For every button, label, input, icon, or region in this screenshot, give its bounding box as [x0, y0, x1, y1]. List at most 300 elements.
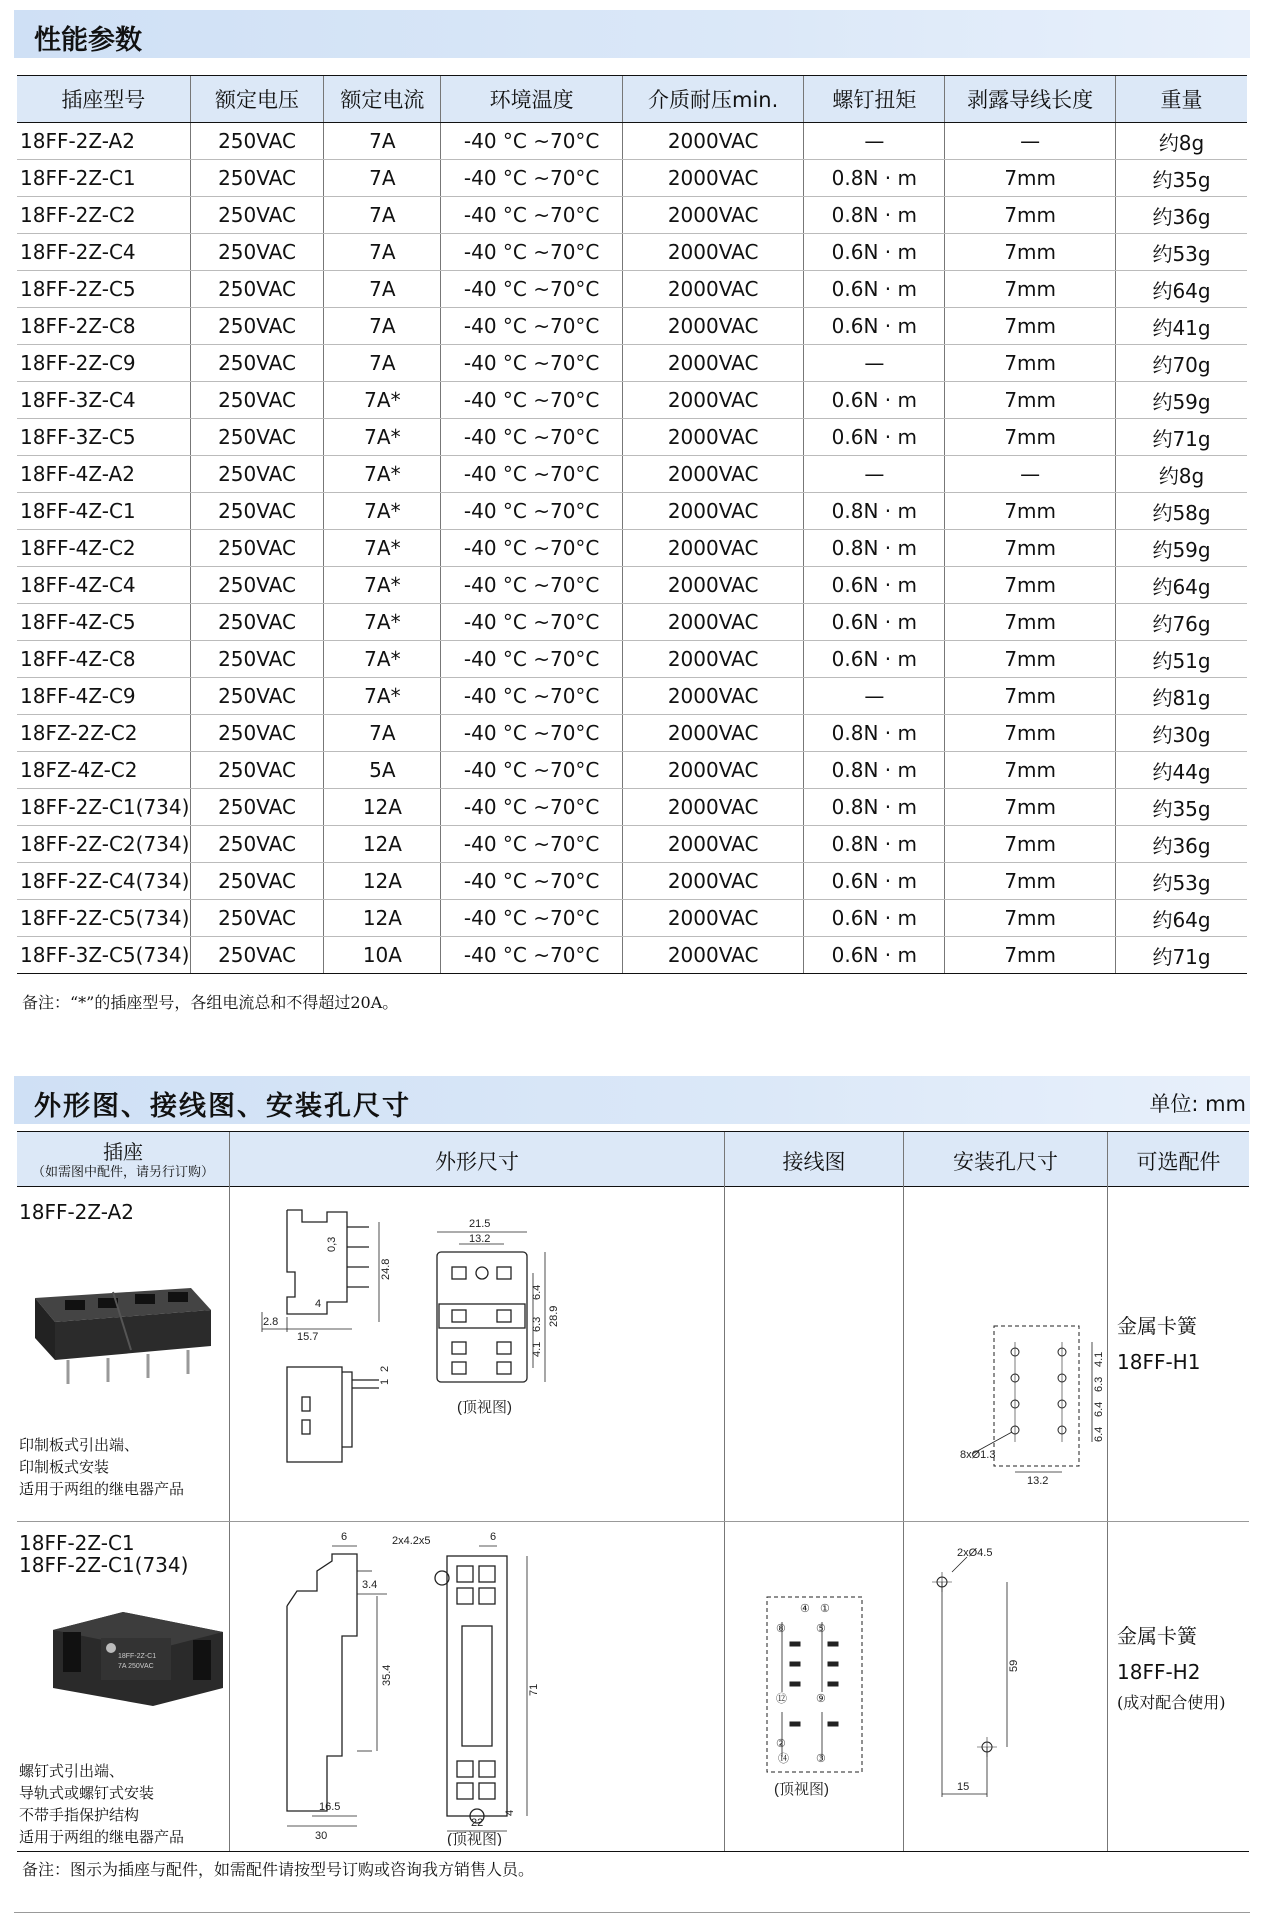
- table-cell: 7mm: [945, 715, 1116, 752]
- table-cell: 250VAC: [190, 641, 324, 678]
- socket-photo-a2: [23, 1280, 213, 1395]
- table-cell: 0.6N · m: [804, 567, 945, 604]
- table-cell: 7mm: [945, 826, 1116, 863]
- pin-label: ⑨: [816, 1693, 826, 1705]
- table-cell: 7A*: [324, 493, 441, 530]
- table-cell: 250VAC: [190, 123, 324, 160]
- table-cell: 7A*: [324, 604, 441, 641]
- table-cell: 约71g: [1116, 937, 1247, 974]
- outline-drawing-c1: [257, 1526, 697, 1846]
- header-wiring-label: 接线图: [782, 1150, 846, 1174]
- table-cell: 18FF-2Z-C4(734): [17, 863, 190, 900]
- section-title: 性能参数: [34, 25, 142, 56]
- table-cell: 250VAC: [190, 900, 324, 937]
- table-cell: -40 °C ~70°C: [441, 641, 623, 678]
- dim-label: 4.1: [531, 1341, 543, 1357]
- table-cell: 250VAC: [190, 234, 324, 271]
- table-cell: 约36g: [1116, 826, 1247, 863]
- table-cell: 2000VAC: [622, 419, 804, 456]
- dim-label: 16.5: [319, 1801, 341, 1813]
- table-cell: 约53g: [1116, 234, 1247, 271]
- table-cell: 约8g: [1116, 456, 1247, 493]
- table-cell: 7mm: [945, 641, 1116, 678]
- table-cell: -40 °C ~70°C: [441, 604, 623, 641]
- dim-label: 4.1: [1093, 1351, 1105, 1367]
- dim-label: 8xØ1.3: [960, 1449, 996, 1461]
- table-cell: 7mm: [945, 678, 1116, 715]
- table-row: [17, 530, 1247, 567]
- table-cell: 7mm: [945, 419, 1116, 456]
- table-cell: 约70g: [1116, 345, 1247, 382]
- header-accessory-label: 可选配件: [1136, 1150, 1221, 1174]
- socket-photo-c1: [23, 1600, 228, 1710]
- dim-label: 3.4: [362, 1579, 378, 1591]
- table-cell: 7A: [324, 234, 441, 271]
- table-cell: 18FF-2Z-C1(734): [17, 789, 190, 826]
- row1-accessory-model: 18FF-H1: [1117, 1350, 1201, 1374]
- header-mounting: [904, 1132, 1107, 1187]
- row2-desc-line: 不带手指保护结构: [19, 1806, 140, 1824]
- table-cell: 约53g: [1116, 863, 1247, 900]
- table-cell: -40 °C ~70°C: [441, 826, 623, 863]
- dim-label: 21.5: [469, 1218, 491, 1230]
- table-cell: 2000VAC: [622, 826, 804, 863]
- wiring-diagram-c1: [762, 1572, 872, 1802]
- dim-label: 22: [471, 1817, 484, 1829]
- table-cell: 约64g: [1116, 900, 1247, 937]
- dim-label: 4: [315, 1298, 322, 1310]
- row2-desc-line: 适用于两组的继电器产品: [19, 1828, 185, 1846]
- table-cell: -40 °C ~70°C: [441, 900, 623, 937]
- dim-label: 6: [341, 1531, 348, 1543]
- table-cell: 250VAC: [190, 271, 324, 308]
- column-header: 剥露导线长度: [945, 76, 1116, 123]
- dim-label: 2: [379, 1365, 391, 1372]
- dim-label: 59: [1008, 1659, 1020, 1672]
- table-cell: 约35g: [1116, 160, 1247, 197]
- column-header: 介质耐压min.: [622, 76, 804, 123]
- photo-label: 18FF-2Z-C1: [118, 1653, 157, 1660]
- table-cell: -40 °C ~70°C: [441, 493, 623, 530]
- table-cell: 12A: [324, 789, 441, 826]
- table-cell: 约58g: [1116, 493, 1247, 530]
- table-cell: 约8g: [1116, 123, 1247, 160]
- section-header-performance: [14, 10, 1250, 58]
- table-cell: 2000VAC: [622, 382, 804, 419]
- table-row: [17, 752, 1247, 789]
- table-cell: -40 °C ~70°C: [441, 271, 623, 308]
- table-cell: 7mm: [945, 937, 1116, 974]
- table-cell: 2000VAC: [622, 160, 804, 197]
- table-cell: 18FF-2Z-C2: [17, 197, 190, 234]
- table-row: [17, 197, 1247, 234]
- table-cell: 7A: [324, 197, 441, 234]
- wiring-caption: (顶视图): [774, 1781, 829, 1798]
- table-cell: -40 °C ~70°C: [441, 123, 623, 160]
- unit-label: 单位: mm: [1149, 1092, 1246, 1116]
- dim-label: 4: [504, 1809, 516, 1816]
- table-cell: 2000VAC: [622, 567, 804, 604]
- table-cell: 0.8N · m: [804, 789, 945, 826]
- table-cell: -40 °C ~70°C: [441, 863, 623, 900]
- table-row: [17, 345, 1247, 382]
- table-cell: 12A: [324, 863, 441, 900]
- table-cell: -40 °C ~70°C: [441, 419, 623, 456]
- table-cell: 250VAC: [190, 715, 324, 752]
- table-cell: 2000VAC: [622, 345, 804, 382]
- table-cell: 2000VAC: [622, 234, 804, 271]
- table-row: [17, 308, 1247, 345]
- table-cell: 7A*: [324, 567, 441, 604]
- dim-label: 1: [379, 1378, 391, 1385]
- table-cell: 7mm: [945, 604, 1116, 641]
- table-cell: 2000VAC: [622, 123, 804, 160]
- header-socket-sub: （如需图中配件，请另行订购）: [31, 1165, 214, 1180]
- table-cell: 250VAC: [190, 567, 324, 604]
- table-cell: -40 °C ~70°C: [441, 456, 623, 493]
- row1-accessory-name: 金属卡簧: [1117, 1314, 1197, 1338]
- table-cell: 0.8N · m: [804, 752, 945, 789]
- photo-label: 7A 250VAC: [118, 1663, 154, 1670]
- table-cell: 250VAC: [190, 160, 324, 197]
- pin-label: ③: [816, 1753, 826, 1765]
- table-cell: 2000VAC: [622, 678, 804, 715]
- table-cell: 7mm: [945, 752, 1116, 789]
- table-cell: 0.8N · m: [804, 715, 945, 752]
- row1-model: 18FF-2Z-A2: [19, 1200, 134, 1224]
- dim-label: 2x4.2x5: [392, 1535, 431, 1547]
- dim-label: 30: [315, 1830, 328, 1842]
- pin-label: ①: [820, 1603, 830, 1615]
- dim-label: 6.4: [531, 1284, 543, 1300]
- header-wiring: [725, 1132, 903, 1187]
- table-cell: 10A: [324, 937, 441, 974]
- table-cell: 18FF-3Z-C5(734): [17, 937, 190, 974]
- table-row: [17, 863, 1247, 900]
- table-cell: 18FF-3Z-C4: [17, 382, 190, 419]
- table-cell: 2000VAC: [622, 197, 804, 234]
- dim-label: 2.8: [263, 1316, 279, 1328]
- table-cell: 7mm: [945, 308, 1116, 345]
- dim-label: 6.3: [1093, 1376, 1105, 1392]
- row2-desc-line: 导轨式或螺钉式安装: [19, 1784, 155, 1802]
- table-cell: 18FF-2Z-A2: [17, 123, 190, 160]
- table-cell: -40 °C ~70°C: [441, 789, 623, 826]
- row2-desc-line: 螺钉式引出端、: [19, 1762, 125, 1780]
- dim-label: 15.7: [297, 1331, 319, 1343]
- table-cell: 0.6N · m: [804, 382, 945, 419]
- table-cell: —: [945, 123, 1116, 160]
- table-cell: 250VAC: [190, 456, 324, 493]
- column-header: 额定电压: [190, 76, 324, 123]
- table-cell: 18FF-2Z-C5: [17, 271, 190, 308]
- table-cell: 0.6N · m: [804, 419, 945, 456]
- table-cell: -40 °C ~70°C: [441, 715, 623, 752]
- table-cell: 7A*: [324, 456, 441, 493]
- table-cell: 2000VAC: [622, 937, 804, 974]
- table-cell: 约44g: [1116, 752, 1247, 789]
- table-cell: -40 °C ~70°C: [441, 308, 623, 345]
- column-header: 额定电流: [324, 76, 441, 123]
- table-cell: 约36g: [1116, 197, 1247, 234]
- table-cell: 12A: [324, 900, 441, 937]
- table-cell: 250VAC: [190, 678, 324, 715]
- table-row: [17, 382, 1247, 419]
- table-cell: 250VAC: [190, 752, 324, 789]
- table-row: [17, 715, 1247, 752]
- table-row: [17, 160, 1247, 197]
- table-cell: 7mm: [945, 567, 1116, 604]
- table-row: [17, 937, 1247, 974]
- table-cell: 250VAC: [190, 604, 324, 641]
- table-cell: 约64g: [1116, 567, 1247, 604]
- table-row: [17, 123, 1247, 160]
- table-cell: 7A*: [324, 678, 441, 715]
- spec-header-row: [17, 76, 1247, 123]
- table-cell: 约35g: [1116, 789, 1247, 826]
- table-cell: -40 °C ~70°C: [441, 752, 623, 789]
- row2-accessory-name: 金属卡簧: [1117, 1624, 1197, 1648]
- pin-label: ⑧: [776, 1623, 786, 1635]
- drawing-note: 备注：图示为插座与配件，如需配件请按型号订购或咨询我方销售人员。: [22, 1860, 535, 1879]
- table-cell: 7A: [324, 715, 441, 752]
- table-cell: 约41g: [1116, 308, 1247, 345]
- dim-label: 6: [490, 1531, 497, 1543]
- row1-desc-line: 印制板式引出端、: [19, 1436, 140, 1454]
- top-view-caption: (顶视图): [447, 1831, 502, 1846]
- table-cell: 0.6N · m: [804, 604, 945, 641]
- table-cell: 250VAC: [190, 382, 324, 419]
- header-mounting-label: 安装孔尺寸: [953, 1150, 1058, 1174]
- table-cell: 2000VAC: [622, 789, 804, 826]
- row1-desc-line: 印制板式安装: [19, 1458, 110, 1476]
- table-cell: 2000VAC: [622, 752, 804, 789]
- table-cell: 18FF-4Z-C5: [17, 604, 190, 641]
- table-row: [17, 234, 1247, 271]
- table-cell: 5A: [324, 752, 441, 789]
- header-outline-label: 外形尺寸: [435, 1150, 519, 1174]
- table-cell: -40 °C ~70°C: [441, 160, 623, 197]
- table-cell: 0.6N · m: [804, 271, 945, 308]
- row2-accessory-note: (成对配合使用): [1117, 1693, 1226, 1712]
- table-cell: 约51g: [1116, 641, 1247, 678]
- table-cell: 250VAC: [190, 937, 324, 974]
- table-cell: —: [804, 345, 945, 382]
- footer-divider: [14, 1912, 1250, 1913]
- header-socket-label: 插座: [103, 1140, 143, 1164]
- table-cell: 18FF-4Z-C9: [17, 678, 190, 715]
- table-cell: -40 °C ~70°C: [441, 234, 623, 271]
- section-header-drawings: [14, 1076, 1250, 1124]
- table-cell: 18FF-2Z-C2(734): [17, 826, 190, 863]
- dim-label: 6.4: [1093, 1426, 1105, 1442]
- table-cell: 18FF-4Z-C4: [17, 567, 190, 604]
- table-row: [17, 900, 1247, 937]
- dim-label: 13.2: [469, 1233, 491, 1245]
- dim-label: 15: [957, 1781, 970, 1793]
- table-cell: —: [804, 123, 945, 160]
- table-row: [17, 604, 1247, 641]
- table-row: [17, 271, 1247, 308]
- table-cell: 18FF-2Z-C5(734): [17, 900, 190, 937]
- outline-drawing-a2: [257, 1192, 697, 1517]
- table-cell: 2000VAC: [622, 271, 804, 308]
- row2-accessory-model: 18FF-H2: [1117, 1660, 1201, 1684]
- table-cell: —: [804, 456, 945, 493]
- column-header: 重量: [1116, 76, 1247, 123]
- table-cell: —: [804, 678, 945, 715]
- table-cell: 18FF-4Z-C2: [17, 530, 190, 567]
- table-row: [17, 678, 1247, 715]
- table-row: [17, 641, 1247, 678]
- table-cell: 7mm: [945, 160, 1116, 197]
- table-cell: 2000VAC: [622, 530, 804, 567]
- table-cell: 0.6N · m: [804, 641, 945, 678]
- table-cell: 0.6N · m: [804, 308, 945, 345]
- table-cell: 250VAC: [190, 308, 324, 345]
- table-cell: 0.6N · m: [804, 937, 945, 974]
- table-cell: 2000VAC: [622, 493, 804, 530]
- dim-label: 13.2: [1027, 1475, 1049, 1487]
- row1-desc-line: 适用于两组的继电器产品: [19, 1480, 185, 1498]
- table-cell: -40 °C ~70°C: [441, 678, 623, 715]
- pin-label: ④: [800, 1603, 810, 1615]
- table-cell: 0.8N · m: [804, 160, 945, 197]
- table-row: [17, 567, 1247, 604]
- table-cell: -40 °C ~70°C: [441, 567, 623, 604]
- table-row: [17, 789, 1247, 826]
- spec-table: [17, 75, 1247, 974]
- table-cell: 约71g: [1116, 419, 1247, 456]
- dim-label: 35.4: [381, 1664, 393, 1686]
- spec-note: 备注：“*”的插座型号，各组电流总和不得超过20A。: [22, 993, 399, 1012]
- table-cell: 18FF-2Z-C4: [17, 234, 190, 271]
- table-cell: 7A*: [324, 419, 441, 456]
- table-cell: 18FF-2Z-C8: [17, 308, 190, 345]
- table-cell: 0.6N · m: [804, 863, 945, 900]
- table-row: [17, 419, 1247, 456]
- top-view-caption: (顶视图): [457, 1399, 512, 1416]
- table-cell: 约81g: [1116, 678, 1247, 715]
- table-cell: 7A*: [324, 641, 441, 678]
- table-cell: 2000VAC: [622, 456, 804, 493]
- table-cell: 250VAC: [190, 419, 324, 456]
- header-outline: [230, 1132, 724, 1187]
- table-cell: 7mm: [945, 382, 1116, 419]
- pin-label: ⑫: [776, 1693, 787, 1705]
- dim-label: 24.8: [380, 1258, 392, 1280]
- table-cell: 0.8N · m: [804, 493, 945, 530]
- mounting-drawing-c1: [912, 1532, 1107, 1842]
- table-cell: 7A*: [324, 382, 441, 419]
- table-cell: 7A: [324, 308, 441, 345]
- row2-model: 18FF-2Z-C1: [19, 1531, 135, 1555]
- table-cell: -40 °C ~70°C: [441, 197, 623, 234]
- table-cell: 18FF-4Z-A2: [17, 456, 190, 493]
- table-cell: 7mm: [945, 900, 1116, 937]
- pin-label: ⑭: [778, 1753, 789, 1765]
- table-cell: 2000VAC: [622, 308, 804, 345]
- table-cell: 7mm: [945, 493, 1116, 530]
- table-cell: 7mm: [945, 789, 1116, 826]
- column-header: 插座型号: [17, 76, 190, 123]
- table-cell: 2000VAC: [622, 641, 804, 678]
- table-cell: 约59g: [1116, 382, 1247, 419]
- dim-label: 0,3: [326, 1236, 338, 1252]
- table-cell: 250VAC: [190, 493, 324, 530]
- table-cell: 18FZ-4Z-C2: [17, 752, 190, 789]
- table-cell: 7A: [324, 345, 441, 382]
- dim-label: 6.4: [1093, 1401, 1105, 1417]
- table-cell: 2000VAC: [622, 900, 804, 937]
- table-cell: 250VAC: [190, 197, 324, 234]
- table-cell: -40 °C ~70°C: [441, 345, 623, 382]
- table-row: [17, 826, 1247, 863]
- header-socket: [17, 1132, 229, 1187]
- table-cell: 0.6N · m: [804, 900, 945, 937]
- table-cell: 250VAC: [190, 345, 324, 382]
- table-cell: 约64g: [1116, 271, 1247, 308]
- table-cell: 0.8N · m: [804, 530, 945, 567]
- table-cell: 250VAC: [190, 863, 324, 900]
- header-accessory: [1108, 1132, 1249, 1187]
- table-cell: 约30g: [1116, 715, 1247, 752]
- table-cell: 250VAC: [190, 826, 324, 863]
- table-cell: -40 °C ~70°C: [441, 937, 623, 974]
- dim-label: 2xØ4.5: [957, 1547, 993, 1559]
- table-cell: 7A*: [324, 530, 441, 567]
- column-header: 螺钉扭矩: [804, 76, 945, 123]
- table-cell: 7mm: [945, 530, 1116, 567]
- table-cell: 18FF-2Z-C9: [17, 345, 190, 382]
- table-cell: 250VAC: [190, 530, 324, 567]
- table-cell: 7mm: [945, 234, 1116, 271]
- drawing-table: [17, 1131, 1249, 1852]
- table-cell: 0.8N · m: [804, 197, 945, 234]
- table-cell: 18FF-4Z-C1: [17, 493, 190, 530]
- table-cell: 7A: [324, 160, 441, 197]
- table-cell: 18FF-2Z-C1: [17, 160, 190, 197]
- table-cell: 2000VAC: [622, 863, 804, 900]
- table-cell: 18FZ-2Z-C2: [17, 715, 190, 752]
- row2-model: 18FF-2Z-C1(734): [19, 1553, 189, 1577]
- dim-label: 6.3: [531, 1316, 543, 1332]
- table-cell: 7mm: [945, 863, 1116, 900]
- table-cell: 0.6N · m: [804, 234, 945, 271]
- table-cell: —: [945, 456, 1116, 493]
- table-row: [17, 493, 1247, 530]
- table-cell: 7A: [324, 123, 441, 160]
- table-cell: 7mm: [945, 197, 1116, 234]
- table-cell: 250VAC: [190, 789, 324, 826]
- table-cell: 18FF-4Z-C8: [17, 641, 190, 678]
- table-cell: -40 °C ~70°C: [441, 382, 623, 419]
- table-cell: -40 °C ~70°C: [441, 530, 623, 567]
- table-cell: 7mm: [945, 271, 1116, 308]
- table-cell: 2000VAC: [622, 715, 804, 752]
- dim-label: 71: [528, 1683, 540, 1696]
- table-cell: 约59g: [1116, 530, 1247, 567]
- section-title: 外形图、接线图、安装孔尺寸: [34, 1091, 411, 1122]
- table-cell: 7mm: [945, 345, 1116, 382]
- table-cell: 7A: [324, 271, 441, 308]
- table-cell: 0.8N · m: [804, 826, 945, 863]
- table-row: [17, 456, 1247, 493]
- mounting-drawing-a2: [912, 1192, 1107, 1517]
- table-cell: 2000VAC: [622, 604, 804, 641]
- column-header: 环境温度: [441, 76, 623, 123]
- dim-label: 28.9: [548, 1305, 560, 1327]
